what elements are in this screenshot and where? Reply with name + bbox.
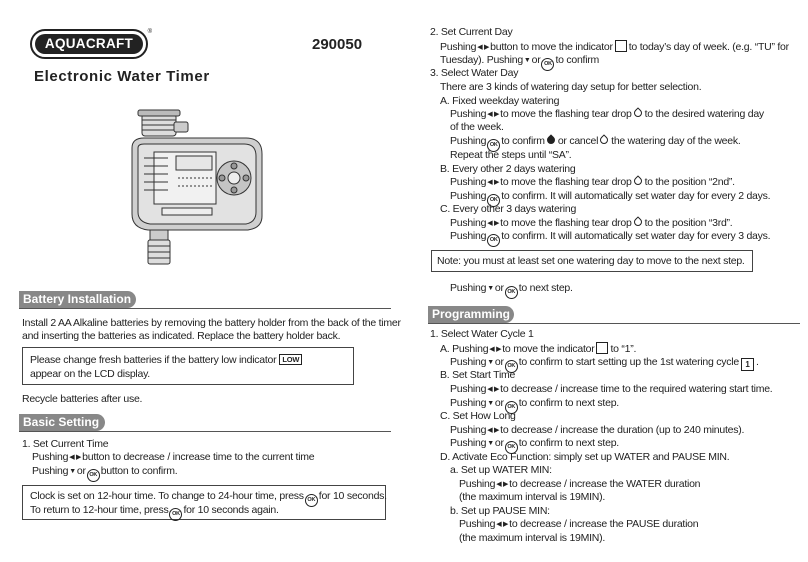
set-day-line-b: Tuesday). Pushing▼or OK to confirm	[440, 54, 599, 71]
section-rule	[19, 308, 391, 309]
model-number: 290050	[312, 36, 363, 53]
ok-button-icon: OK	[305, 494, 318, 507]
clock-note-line-1: Clock is set on 12-hour time. To change to 24-hour time, press OK for 10 seconds.	[30, 490, 387, 507]
left-right-arrow-icon: ◀ ▶	[496, 521, 509, 528]
water-cycle-title: 1. Select Water Cycle 1	[430, 328, 534, 340]
set-day-title: 2. Set Current Day	[430, 26, 513, 38]
battery-body-line-1: Install 2 AA Alkaline batteries by removing the battery holder from the back of the timer	[22, 317, 401, 329]
ok-button-icon: OK	[505, 286, 518, 299]
document-title: Electronic Water Timer	[34, 68, 210, 85]
left-right-arrow-icon: ◀ ▶	[487, 111, 500, 118]
step1-line-a: Pushing◀ ▶button to decrease / increase time to the current time	[32, 451, 315, 463]
left-right-arrow-icon: ◀ ▶	[69, 454, 82, 461]
recycle-text: Recycle batteries after use.	[22, 393, 143, 405]
indicator-box-icon	[615, 40, 627, 52]
water-min-line-1: Pushing◀ ▶to decrease / increase the WATER duration	[459, 478, 701, 490]
step1-title: 1. Set Current Time	[22, 438, 109, 450]
battery-body-line-2: and inserting the batteries as indicated. Replace the battery holder back.	[22, 330, 341, 342]
water-day-intro: There are 3 kinds of watering day setup for better selection.	[440, 81, 702, 93]
section-rule	[428, 323, 800, 324]
ok-button-icon: OK	[487, 234, 500, 247]
how-long-line-1: Pushing◀ ▶to decrease / increase the duration (up to 240 minutes).	[450, 424, 745, 436]
left-right-arrow-icon: ◀ ▶	[487, 179, 500, 186]
pause-min-line-1: Pushing◀ ▶to decrease / increase the PAUSE duration	[459, 518, 699, 530]
left-right-arrow-icon: ◀ ▶	[487, 427, 500, 434]
every-3-days-line-1: Pushing◀ ▶to move the flashing tear drop to the position “3rd”.	[450, 217, 733, 229]
every-2-days-line-2: Pushing OK to confirm. It will automatically set water day for every 2 days.	[450, 190, 770, 207]
water-cycle-line-1: A. Pushing◀ ▶to move the indicator to “1”.	[440, 343, 637, 355]
water-day-title: 3. Select Water Day	[430, 67, 519, 79]
fixed-weekday-line-3: Pushing OK to confirm or cancel the watering day of the week.	[450, 135, 741, 152]
water-timer-illustration	[128, 108, 268, 272]
every-2-days-title: B. Every other 2 days watering	[440, 163, 576, 175]
battery-low-icon: LOW	[279, 354, 302, 365]
logo-text: AQUACRAFT	[35, 34, 143, 54]
left-right-arrow-icon: ◀ ▶	[489, 346, 502, 353]
water-cycle-line-2: Pushing▼or OK to confirm to start setting up the 1st watering cycle 1 .	[450, 356, 759, 373]
how-long-line-2: Pushing▼or OK to confirm to next step.	[450, 437, 619, 454]
cycle-1-icon: 1	[741, 358, 754, 371]
left-right-arrow-icon: ◀ ▶	[496, 481, 509, 488]
tear-drop-icon	[632, 216, 643, 227]
programming-heading: Programming	[428, 306, 514, 323]
ok-button-icon: OK	[487, 139, 500, 152]
ok-button-icon: OK	[541, 58, 554, 71]
water-min-line-2: (the maximum interval is 19MIN).	[459, 491, 606, 503]
left-right-arrow-icon: ◀ ▶	[487, 386, 500, 393]
left-right-arrow-icon: ◀ ▶	[477, 44, 490, 51]
filled-tear-drop-icon	[545, 134, 556, 145]
down-arrow-icon: ▼	[523, 57, 531, 64]
battery-installation-heading: Battery Installation	[19, 291, 136, 308]
start-time-line-2: Pushing▼or OK to confirm to next step.	[450, 397, 619, 414]
tear-drop-icon	[599, 134, 610, 145]
down-arrow-icon: ▼	[487, 440, 494, 447]
every-3-days-line-2: Pushing OK to confirm. It will automatically set water day for every 3 days.	[450, 230, 770, 247]
ok-button-icon: OK	[505, 360, 518, 373]
left-right-arrow-icon: ◀ ▶	[487, 220, 500, 227]
pause-min-line-2: (the maximum interval is 19MIN).	[459, 532, 606, 544]
how-long-title: C. Set How Long	[440, 410, 516, 422]
clock-note-line-2: To return to 12-hour time, press OK for 10 seconds again.	[30, 504, 279, 521]
down-arrow-icon: ▼	[487, 400, 494, 407]
start-time-title: B. Set Start Time	[440, 369, 516, 381]
indicator-box-icon	[596, 342, 608, 354]
water-min-title: a. Set up WATER MIN:	[450, 464, 552, 476]
every-3-days-title: C. Every other 3 days watering	[440, 203, 577, 215]
down-arrow-icon: ▼	[487, 359, 494, 366]
tear-drop-icon	[632, 107, 643, 118]
trademark-symbol: ®	[147, 29, 152, 35]
aquacraft-logo	[30, 29, 152, 59]
fixed-weekday-line-1: Pushing◀ ▶to move the flashing tear drop to the desired watering day	[450, 108, 764, 120]
fixed-weekday-title: A. Fixed weekday watering	[440, 95, 560, 107]
fixed-weekday-line-2: of the week.	[450, 121, 504, 133]
down-arrow-icon: ▼	[69, 468, 76, 475]
basic-setting-heading: Basic Setting	[19, 414, 105, 431]
ok-button-icon: OK	[87, 469, 100, 482]
ok-button-icon: OK	[505, 401, 518, 414]
pause-min-title: b. Set up PAUSE MIN:	[450, 505, 550, 517]
every-2-days-line-1: Pushing◀ ▶to move the flashing tear drop to the position “2nd”.	[450, 176, 735, 188]
battery-note-line-1: Please change fresh batteries if the battery low indicator LOW	[30, 354, 302, 367]
tear-drop-icon	[632, 175, 643, 186]
ok-button-icon: OK	[169, 508, 182, 521]
start-time-line-1: Pushing◀ ▶to decrease / increase time to the required watering start time.	[450, 383, 773, 395]
battery-note-line-2: appear on the LCD display.	[30, 368, 150, 380]
next-step-line: Pushing▼or OK to next step.	[450, 282, 573, 299]
fixed-weekday-line-4: Repeat the steps until “SA”.	[450, 149, 572, 161]
step1-line-b: Pushing▼or OK button to confirm.	[32, 465, 177, 482]
ok-button-icon: OK	[487, 194, 500, 207]
section-rule	[19, 431, 391, 432]
note-text: Note: you must at least set one watering day to move to the next step.	[437, 255, 745, 267]
eco-function-title: D. Activate Eco Function: simply set up WATER and PAUSE MIN.	[440, 451, 730, 463]
ok-button-icon: OK	[505, 441, 518, 454]
set-day-line-a: Pushing◀ ▶button to move the indicator to today’s day of week. (e.g. “TU” for	[440, 41, 789, 53]
down-arrow-icon: ▼	[487, 285, 494, 292]
